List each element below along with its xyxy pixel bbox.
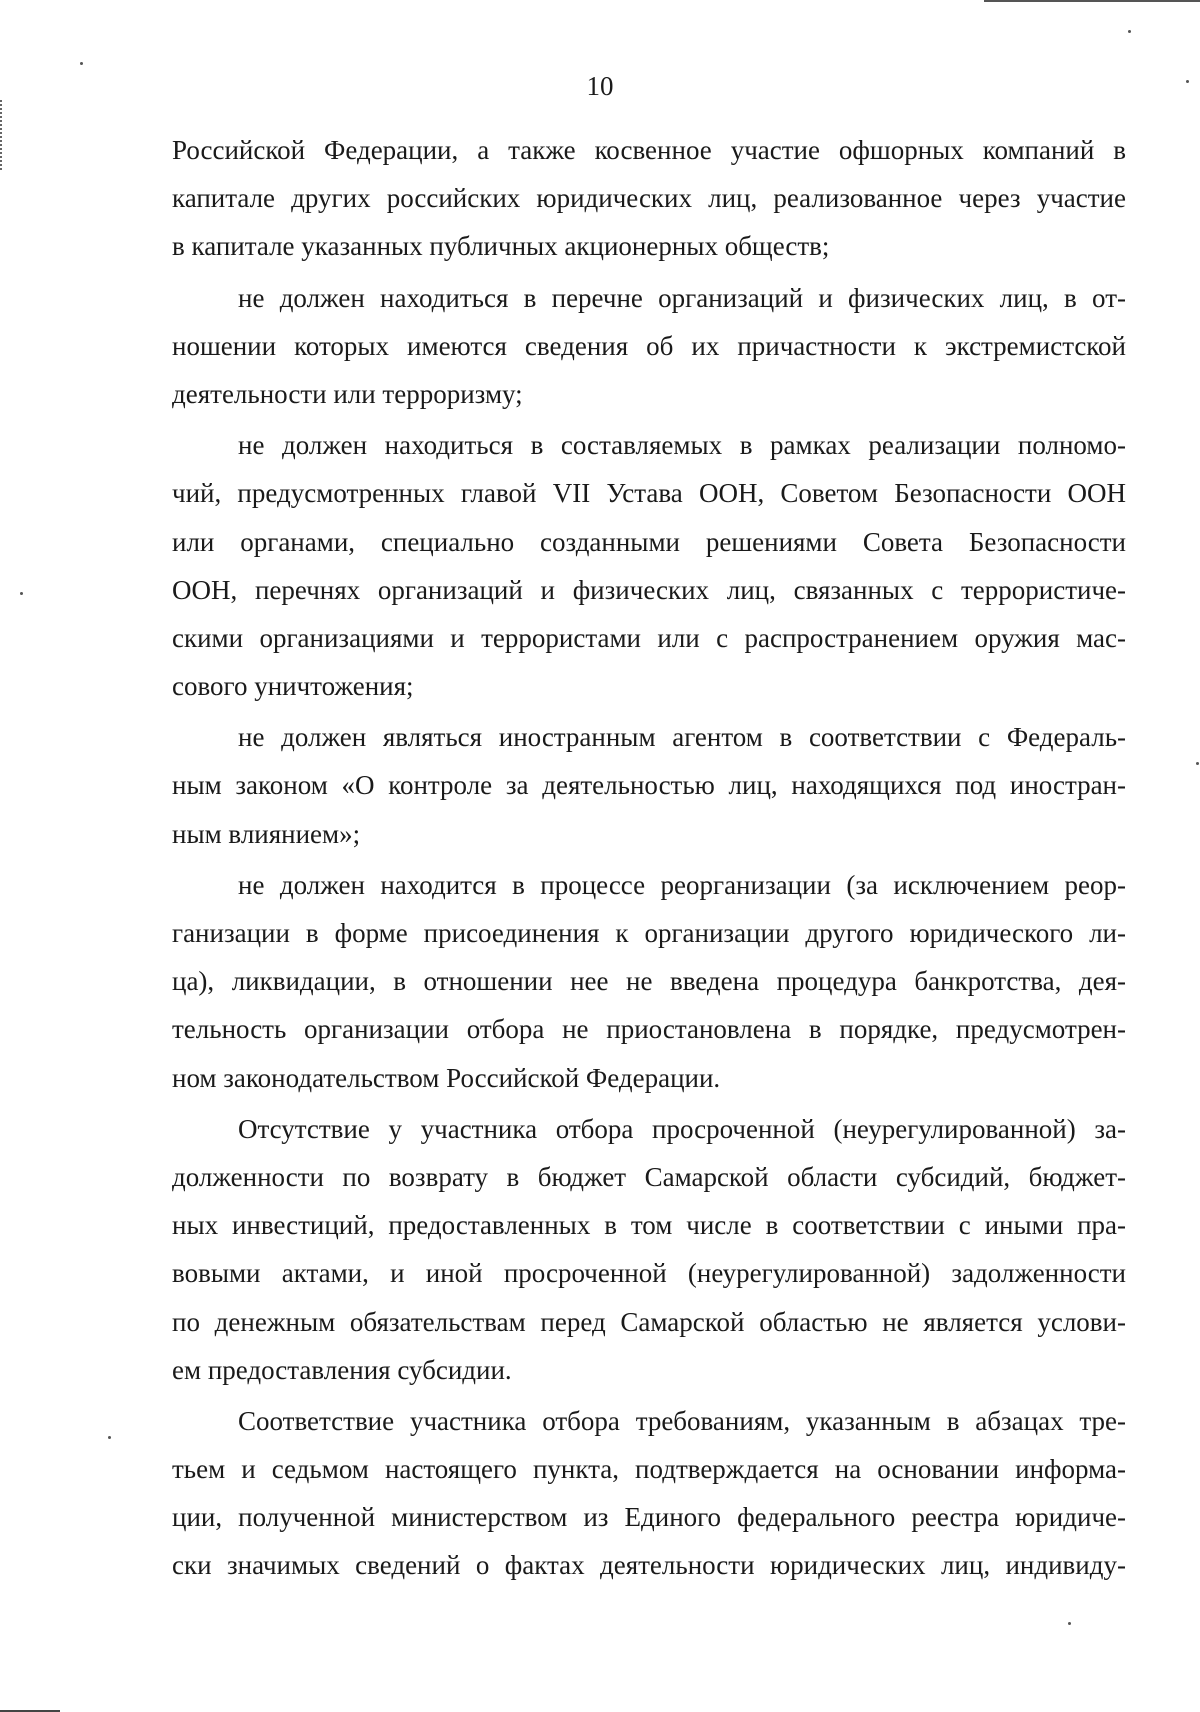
text-line: ца), ликвидации, в отношении нее не введена процедура банкротства, дея- [172, 966, 1126, 997]
scan-speck [1128, 30, 1131, 33]
text-line: ски значимых сведений о фактах деятельности юридических лиц, индивиду- [172, 1550, 1126, 1581]
text-line: ем предоставления субсидии. [172, 1354, 512, 1385]
text-line: ным влиянием»; [172, 818, 361, 849]
text-line: не должен являться иностранным агентом в соответствии с Федераль- [238, 722, 1126, 753]
scan-speck [80, 62, 83, 65]
text-line: не должен находиться в составляемых в рамках реализации полномо- [238, 430, 1126, 461]
text-line: по денежным обязательствам перед Самарской областью не является услови- [172, 1306, 1126, 1337]
text-line: не должен находится в процессе реорганизации (за исключением реор- [238, 869, 1126, 900]
text-line: скими организациями и террористами или с распространением оружия мас- [172, 622, 1126, 653]
paragraph [172, 1105, 1126, 1394]
text-line: Соответствие участника отбора требованиям, указанным в абзацах тре- [238, 1405, 1126, 1436]
paragraph [172, 274, 1126, 419]
text-line: ным законом «О контроле за деятельностью лиц, находящихся под иностран- [172, 770, 1126, 801]
scan-edge-top [984, 0, 1200, 2]
text-line: не должен находиться в перечне организаций и физических лиц, в от- [238, 282, 1126, 313]
scan-speck [1068, 1622, 1071, 1625]
text-line: Отсутствие у участника отбора просроченной (неурегулированной) за- [238, 1113, 1126, 1144]
page-number: 10 [586, 71, 614, 101]
text-line: долженности по возврату в бюджет Самарской области субсидий, бюджет- [172, 1161, 1126, 1192]
paragraph [172, 861, 1126, 1102]
text-line: тельность организации отбора не приостановлена в порядке, предусмотрен- [172, 1014, 1126, 1045]
text-line: или органами, специально созданными решениями Совета Безопасности [172, 526, 1126, 557]
text-line: Российской Федерации, а также косвенное участие офшорных компаний в [172, 135, 1126, 165]
text-line: ции, полученной министерством из Единого федерального реестра юридиче- [172, 1502, 1126, 1533]
text-line: чий, предусмотренных главой VII Устава ООН, Советом Безопасности ООН [172, 478, 1126, 509]
text-line: в капитале указанных публичных акционерных обществ; [172, 231, 830, 262]
paragraph [172, 421, 1126, 710]
document-body [172, 126, 1126, 1590]
text-line: ношении которых имеются сведения об их причастности к экстремистской [172, 330, 1126, 361]
paragraph [172, 713, 1126, 858]
text-line: тьем и седьмом настоящего пункта, подтверждается на основании информа- [172, 1454, 1126, 1485]
scan-speck [108, 1436, 111, 1439]
paragraph [172, 1397, 1126, 1590]
text-line: капитале других российских юридических лиц, реализованное через участие [172, 183, 1126, 214]
text-line: деятельности или терроризму; [172, 378, 523, 409]
scan-speck [1196, 762, 1199, 765]
text-line: ООН, перечнях организаций и физических лиц, связанных с террористиче- [172, 574, 1126, 605]
text-line: ных инвестиций, предоставленных в том числе в соответствии с иными пра- [172, 1210, 1126, 1241]
paragraph [172, 126, 1126, 271]
text-line: сового уничтожения; [172, 671, 414, 702]
scan-speck [20, 592, 23, 595]
text-line: ном законодательством Российской Федерации. [172, 1062, 721, 1093]
text-line: вовыми актами, и иной просроченной (неурегулированной) задолженности [172, 1258, 1126, 1289]
scan-edge-left [0, 100, 4, 170]
text-line: ганизации в форме присоединения к организации другого юридического ли- [172, 918, 1126, 948]
